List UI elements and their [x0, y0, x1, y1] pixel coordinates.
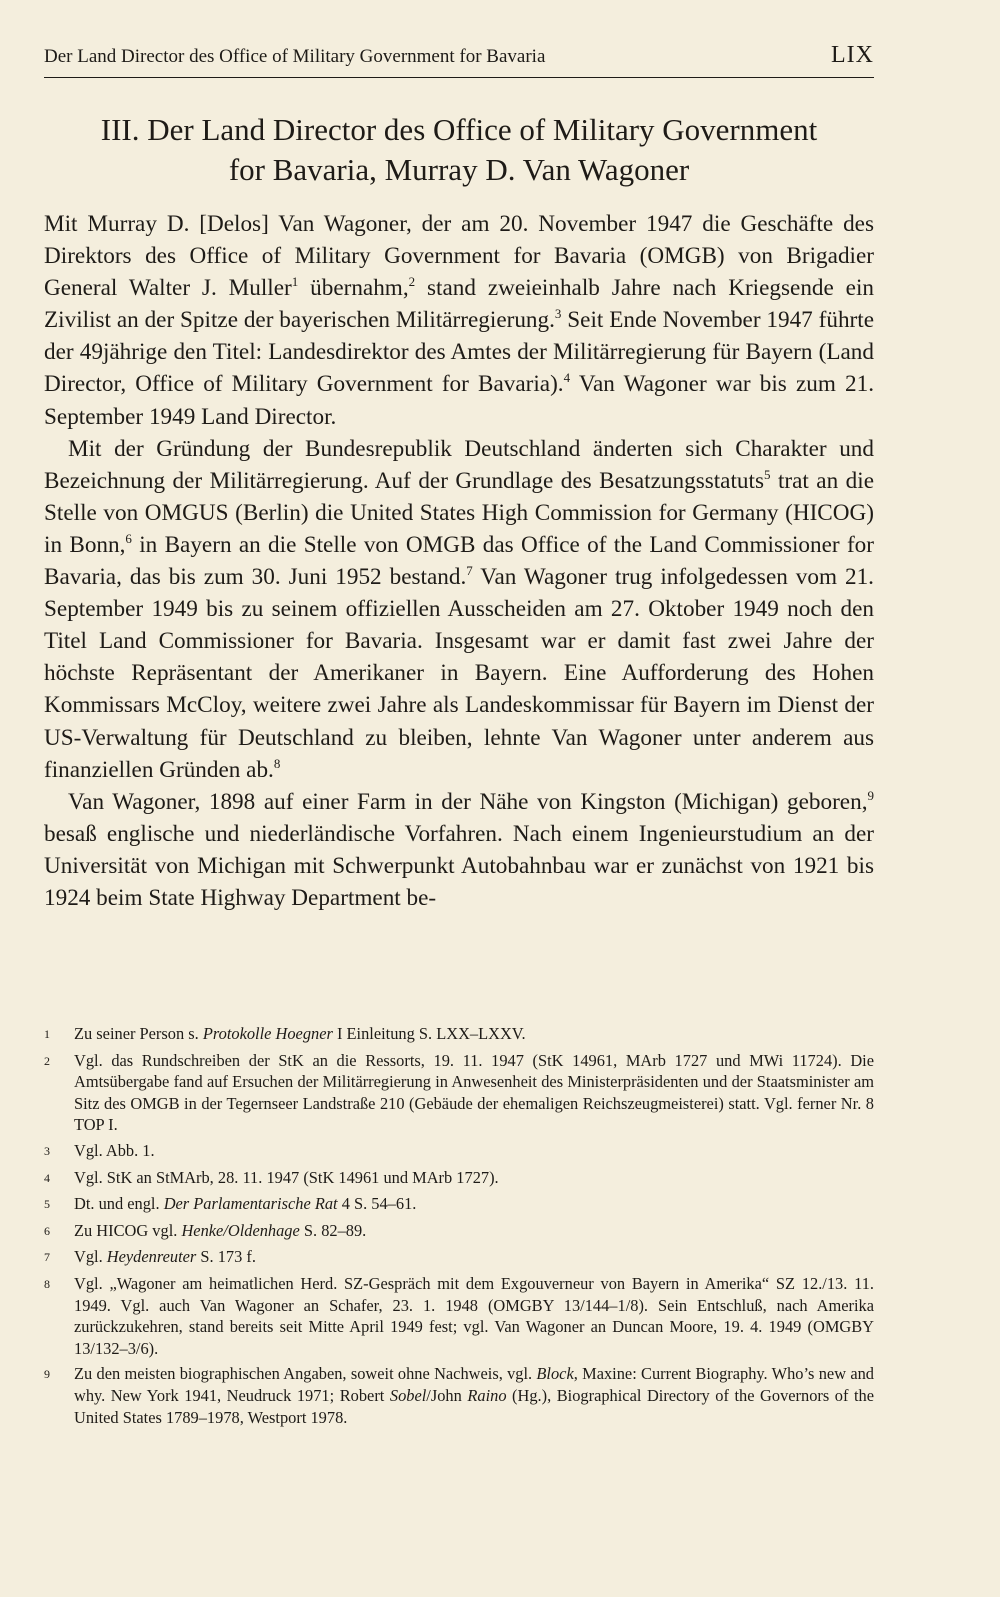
text-run: in Bayern an die Stelle von OMGB das Office of the Land Commissioner for Bavaria, das bis zum 30. Juni 1952 bestand.: [44, 531, 874, 591]
paragraph: [44, 208, 874, 433]
footnote-text: [74, 1220, 874, 1243]
footnote-number: 8: [44, 1276, 50, 1291]
text-run: Zu den meisten biographischen Angaben, soweit ohne Nachweis, vgl.: [74, 1364, 537, 1384]
footnote-ref: 9: [867, 787, 874, 803]
text-run: Vgl.: [74, 1247, 107, 1267]
footnote-number: 4: [44, 1170, 50, 1185]
italic-text: Henke/Oldenhage: [181, 1220, 300, 1240]
footnote-text: [74, 1050, 874, 1136]
footnote-ref: 1: [291, 274, 299, 290]
chapter-title-line2: for Bavaria, Murray D. Van Wagoner: [228, 152, 690, 187]
footnote-text: [74, 1363, 874, 1428]
footnote-number: 3: [44, 1143, 50, 1158]
text-run: S. 82–89.: [299, 1220, 367, 1240]
text-run: Vgl. „Wagoner am heimatlichen Herd. SZ-Gespräch mit dem Exgouverneur von Bayern in Amerika“ SZ 12./13. 11. 1949. Vgl. auch Van Wagoner an Schafer, 23. 1. 1948 (OMGBY 13/144–1/8). Sein Entschluß, nach Amerika zurückzukehren, stand bereits seit Mitte April 1949 fest; vgl. Van Wagoner an Duncan Moore, 19. 4. 1949 (OMGBY 13/132–3/6).: [74, 1273, 874, 1358]
body-text: [44, 208, 874, 914]
footnote-ref: 5: [763, 466, 771, 482]
footnote-ref: 3: [554, 306, 562, 322]
footnote-number: 7: [44, 1250, 50, 1265]
italic-text: Sobel: [389, 1385, 427, 1405]
footnote-text: [74, 1273, 874, 1359]
text-run: Van Wagoner trug infolgedessen vom 21. September 1949 bis zu seinem offiziellen Ausscheiden am 27. Oktober 1949 noch den Titel Land Commissioner for Bavaria. Insgesamt war er damit fast zwei Jahre der höchste Repräsentant der Amerikaner in Bayern. Eine Aufforderung des Hohen Kommissars McCloy, weitere zwei Jahre als Landeskommissar für Bayern im Dienst der US-Verwaltung für Deutschland zu bleiben, lehnte Van Wagoner unter anderem aus finanziellen Gründen ab.: [44, 564, 874, 783]
footnote: [44, 1023, 874, 1046]
italic-text: Block: [536, 1364, 574, 1384]
footnote-ref: 4: [563, 370, 571, 386]
footnote-ref: 2: [408, 274, 416, 290]
footnote-number: 2: [44, 1053, 50, 1068]
footnote-ref: 6: [125, 530, 132, 546]
text-run: Vgl. Abb. 1.: [74, 1140, 155, 1160]
footnote-ref: 8: [273, 755, 281, 771]
footnote: [44, 1363, 874, 1428]
header-divider: [44, 77, 874, 78]
text-run: Dt. und engl.: [74, 1194, 164, 1214]
text-run: S. 173 f.: [196, 1247, 256, 1267]
italic-text: Raino: [467, 1385, 507, 1405]
text-run: Zu HICOG vgl.: [74, 1220, 182, 1240]
footnote: [44, 1050, 874, 1136]
italic-text: Heydenreuter: [106, 1247, 197, 1267]
text-run: Vgl. das Rundschreiben der StK an die Ressorts, 19. 11. 1947 (StK 14961, MArb 1727 und MWi 11724). Die Amtsübergabe fand auf Ersuchen der Militärregierung in Anwesenheit des Ministerpräsidenten und der Staatsminister am Sitz des OMGB in der Tegernseer Landstraße 210 (Gebäude der ehemaligen Reichszeugmeisterei) statt. Vgl. ferner Nr. 8 TOP I.: [74, 1050, 874, 1135]
footnote: [44, 1220, 874, 1243]
footnote: [44, 1140, 874, 1163]
text-run: Mit der Gründung der Bundesrepublik Deutschland änderten sich Charakter und Bezeichnung der Militärregierung. Auf der Grundlage des Besatzungsstatuts: [44, 435, 874, 494]
page-number: LIX: [831, 42, 874, 68]
text-run: Vgl. StK an StMArb, 28. 11. 1947 (StK 14961 und MArb 1727).: [74, 1167, 499, 1187]
footnote: [44, 1273, 874, 1359]
chapter-title: [44, 110, 874, 190]
text-run: übernahm,: [298, 275, 409, 302]
footnote-number: 9: [44, 1367, 50, 1382]
footnote-text: [74, 1023, 874, 1046]
text-run: (Hg.), Biographical Directory of the Governors of the United States 1789–1978, Westport 1978.: [74, 1385, 874, 1427]
text-run: Seit Ende November 1947 führte der 49jährige den Titel: Landesdirektor des Amtes der Militärregierung für Bayern (Land Director, Office of Military Government for Bavaria).: [44, 307, 874, 398]
footnote: [44, 1246, 874, 1269]
text-run: Van Wagoner, 1898 auf einer Farm in der Nähe von Kingston (Michigan) geboren,: [68, 788, 868, 815]
text-run: , Maxine: Current Biography. Who’s new and why. New York 1941, Neudruck 1971; Robert: [74, 1364, 874, 1405]
text-run: 4 S. 54–61.: [337, 1194, 417, 1214]
text-run: Mit Murray D. [Delos] Van Wagoner, der am 20. November 1947 die Geschäfte des Direktors des Office of Military Government for Bavaria (OMGB) von Brigadier General Walter J. Muller: [44, 211, 874, 302]
text-run: I Einleitung S. LXX–LXXV.: [332, 1024, 526, 1043]
italic-text: Der Parlamentarische Rat: [163, 1194, 338, 1214]
text-run: besaß englische und niederländische Vorfahren. Nach einem Ingenieurstudium an der Universität von Michigan mit Schwerpunkt Autobahnbau war er zunächst von 1921 bis 1924 beim State Highway Department be-: [44, 820, 874, 911]
text-run: stand zweieinhalb Jahre nach Kriegsende ein Zivilist an der Spitze der bayerischen Militärregierung.: [44, 275, 875, 334]
paragraph: [44, 786, 874, 914]
footnote: [44, 1167, 874, 1190]
footnote-text: [74, 1167, 874, 1190]
chapter-title-line1: III. Der Land Director des Office of Military Government: [100, 112, 818, 147]
footnote-ref: 7: [466, 563, 473, 579]
running-header: [44, 42, 874, 69]
footnotes: [44, 1023, 874, 1432]
footnote-text: [74, 1193, 874, 1216]
footnote-number: 6: [44, 1223, 50, 1238]
footnote: [44, 1193, 874, 1216]
footnote-text: [74, 1246, 874, 1269]
italic-text: Protokolle Hoegner: [202, 1024, 333, 1043]
footnote-number: 1: [44, 1027, 50, 1041]
text-run: /John: [426, 1385, 468, 1405]
footnote-number: 5: [44, 1197, 50, 1212]
text-run: trat an die Stelle von OMGUS (Berlin) die United States High Commission for Germany (HICOG) in Bonn,: [44, 467, 874, 558]
footnote-text: [74, 1140, 874, 1163]
paragraph: [44, 433, 874, 786]
text-run: Zu seiner Person s.: [74, 1024, 203, 1043]
running-header-title: Der Land Director des Office of Military Government for Bavaria: [44, 46, 546, 67]
text-run: Van Wagoner war bis zum 21. September 1949 Land Director.: [44, 371, 874, 430]
